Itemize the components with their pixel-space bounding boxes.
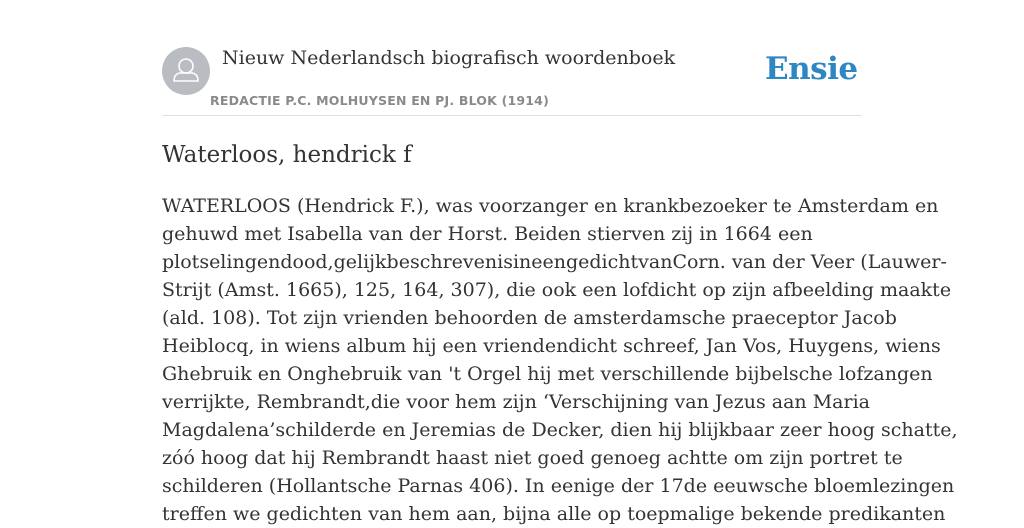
body-line: Heiblocq, in wiens album hij een vriendendicht schreef, Jan Vos, Huygens, wiens xyxy=(162,335,941,357)
body-line: zóó hoog dat hij Rembrandt haast niet goed genoeg achtte om zijn portret te xyxy=(162,447,903,469)
body-line: Magdalena’schilderde en Jeremias de Decker, dien hij blijkbaar zeer hoog schatte, xyxy=(162,419,958,441)
body-line: WATERLOOS (Hendrick F.), was voorzanger en krankbezoeker te Amsterdam en xyxy=(162,195,939,217)
body-line: treffen we gedichten van hem aan, bijna alle op toepmalige bekende predikanten xyxy=(162,503,946,525)
body-line: (ald. 108). Tot zijn vrienden behoorden de amsterdamsche praeceptor Jacob xyxy=(162,307,897,329)
body-line: plotselingendood,gelijkbeschrevenisineengedichtvanCorn. van der Veer (Lauwer- xyxy=(162,251,947,273)
body-line: verrijkte, Rembrandt,die voor hem zijn ‘Verschijning van Jezus aan Maria xyxy=(162,391,870,413)
body-line: Strijt (Amst. 1665), 125, 164, 307), die ook een lofdicht op zijn afbeelding maakte xyxy=(162,279,952,301)
user-silhouette-icon xyxy=(162,47,210,95)
source-subtitle: REDACTIE P.C. MOLHUYSEN EN PJ. BLOK (1914) xyxy=(210,93,549,108)
header-divider xyxy=(162,115,862,116)
body-line: Ghebruik en Onghebruik van 't Orgel hij met verschillende bijbelsche lofzangen xyxy=(162,363,933,385)
body-line: schilderen (Hollantsche Parnas 406). In eenige der 17de eeuwsche bloemlezingen xyxy=(162,475,955,497)
ensie-logo[interactable]: Ensie xyxy=(765,51,858,87)
source-title[interactable]: Nieuw Nederlandsch biografisch woordenboek xyxy=(222,47,676,69)
article-title: Waterloos, hendrick f xyxy=(162,142,412,168)
body-line: gehuwd met Isabella van der Horst. Beiden stierven zij in 1664 een xyxy=(162,223,813,245)
article-body xyxy=(162,192,958,528)
